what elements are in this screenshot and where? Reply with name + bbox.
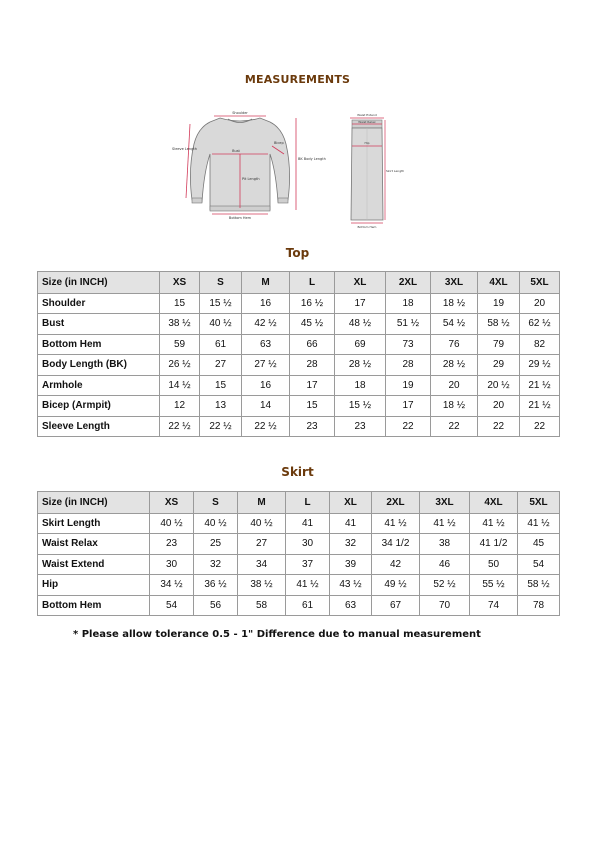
measurement-value: 15 <box>160 293 200 314</box>
measurement-value: 54 <box>150 595 194 616</box>
measurement-value: 19 <box>386 375 431 396</box>
measurement-value: 61 <box>200 334 242 355</box>
measurement-value: 66 <box>290 334 335 355</box>
top-header-row <box>38 272 560 294</box>
measurement-value: 15 <box>200 375 242 396</box>
measurement-value: 42 ½ <box>242 314 290 335</box>
measurement-value: 41 <box>330 513 372 534</box>
size-2xl-header: 2XL <box>372 492 420 514</box>
measurement-label: Armhole <box>38 375 160 396</box>
measurement-value: 17 <box>335 293 386 314</box>
measurement-value: 25 <box>194 534 238 555</box>
measurement-value: 40 ½ <box>200 314 242 335</box>
measurement-value: 29 <box>478 355 520 376</box>
measurement-value: 27 <box>200 355 242 376</box>
measurement-value: 41 ½ <box>286 575 330 596</box>
measurement-value: 28 ½ <box>431 355 478 376</box>
measurement-value: 29 ½ <box>520 355 560 376</box>
size-header-cell: Size (in INCH) <box>38 272 160 294</box>
measurement-value: 52 ½ <box>420 575 470 596</box>
measurement-value: 14 ½ <box>160 375 200 396</box>
measurement-value: 13 <box>200 396 242 417</box>
measurement-value: 28 <box>386 355 431 376</box>
skirt-section-title: Skirt <box>281 465 314 479</box>
measurement-value: 22 ½ <box>160 416 200 437</box>
size-header-cell: Size (in INCH) <box>38 492 150 514</box>
measurement-value: 30 <box>286 534 330 555</box>
measurement-value: 26 ½ <box>160 355 200 376</box>
measurement-value: 59 <box>160 334 200 355</box>
label-pit-length: Pit Length <box>242 177 260 181</box>
measurement-value: 51 ½ <box>386 314 431 335</box>
label-sleeve-length: Sleeve Length <box>172 147 197 151</box>
measurement-value: 22 <box>431 416 478 437</box>
table-row <box>38 293 560 314</box>
measurement-value: 21 ½ <box>520 396 560 417</box>
measurement-value: 78 <box>518 595 560 616</box>
measurement-label: Bottom Hem <box>38 334 160 355</box>
top-garment-illustration <box>170 110 326 220</box>
measurement-value: 38 <box>420 534 470 555</box>
table-row <box>38 416 560 437</box>
page-title: MEASUREMENTS <box>244 73 351 86</box>
size-2xl-header: 2XL <box>386 272 431 294</box>
measurement-value: 48 ½ <box>335 314 386 335</box>
measurement-value: 41 1/2 <box>470 534 518 555</box>
table-row <box>38 314 560 335</box>
size-xl-header: XL <box>335 272 386 294</box>
measurement-value: 36 ½ <box>194 575 238 596</box>
size-5xl-header: 5XL <box>518 492 560 514</box>
measurement-value: 20 <box>431 375 478 396</box>
measurement-value: 23 <box>150 534 194 555</box>
measurement-label: Waist Relax <box>38 534 150 555</box>
size-m-header: M <box>238 492 286 514</box>
size-3xl-header: 3XL <box>420 492 470 514</box>
measurement-value: 28 <box>290 355 335 376</box>
measurement-value: 63 <box>330 595 372 616</box>
measurement-label: Skirt Length <box>38 513 150 534</box>
measurement-label: Waist Extend <box>38 554 150 575</box>
measurement-value: 22 ½ <box>242 416 290 437</box>
measurement-value: 41 ½ <box>470 513 518 534</box>
measurement-value: 58 ½ <box>478 314 520 335</box>
measurement-value: 54 ½ <box>431 314 478 335</box>
size-s-header: S <box>200 272 242 294</box>
measurement-value: 41 ½ <box>372 513 420 534</box>
label-skirt-bottom-hem: Bottom Hem <box>357 225 377 229</box>
measurement-value: 38 ½ <box>238 575 286 596</box>
label-waist-extend: Waist Extend <box>357 113 377 117</box>
measurement-value: 45 <box>518 534 560 555</box>
size-m-header: M <box>242 272 290 294</box>
measurement-value: 34 1/2 <box>372 534 420 555</box>
measurement-value: 23 <box>335 416 386 437</box>
measurement-value: 79 <box>478 334 520 355</box>
measurement-value: 67 <box>372 595 420 616</box>
measurement-value: 54 <box>518 554 560 575</box>
size-l-header: L <box>286 492 330 514</box>
measurement-value: 32 <box>330 534 372 555</box>
measurement-value: 73 <box>386 334 431 355</box>
measurement-value: 27 <box>238 534 286 555</box>
measurement-value: 41 ½ <box>518 513 560 534</box>
measurement-value: 21 ½ <box>520 375 560 396</box>
table-row <box>38 334 560 355</box>
measurement-value: 16 ½ <box>290 293 335 314</box>
measurement-value: 61 <box>286 595 330 616</box>
label-hip: Hip <box>364 141 370 145</box>
measurement-value: 18 <box>335 375 386 396</box>
skirt-garment-illustration <box>338 112 405 232</box>
label-bottom-hem: Bottom Hem <box>228 216 252 220</box>
measurement-value: 39 <box>330 554 372 575</box>
size-xl-header: XL <box>330 492 372 514</box>
measurement-value: 15 ½ <box>200 293 242 314</box>
measurement-value: 82 <box>520 334 560 355</box>
measurement-value: 19 <box>478 293 520 314</box>
measurement-value: 18 ½ <box>431 396 478 417</box>
table-row <box>38 513 560 534</box>
measurement-value: 69 <box>335 334 386 355</box>
measurement-value: 49 ½ <box>372 575 420 596</box>
label-body-length: BK Body Length <box>298 157 326 161</box>
measurement-value: 58 ½ <box>518 575 560 596</box>
measurement-value: 16 <box>242 375 290 396</box>
size-5xl-header: 5XL <box>520 272 560 294</box>
top-section-title: Top <box>285 246 310 260</box>
measurement-value: 28 ½ <box>335 355 386 376</box>
measurement-value: 30 <box>150 554 194 575</box>
measurement-value: 15 <box>290 396 335 417</box>
label-bust: Bust <box>232 149 240 153</box>
measurement-value: 43 ½ <box>330 575 372 596</box>
size-4xl-header: 4XL <box>470 492 518 514</box>
measurement-value: 37 <box>286 554 330 575</box>
table-row <box>38 375 560 396</box>
measurement-value: 18 ½ <box>431 293 478 314</box>
measurement-value: 22 <box>386 416 431 437</box>
measurement-value: 63 <box>242 334 290 355</box>
measurement-label: Hip <box>38 575 150 596</box>
measurement-value: 45 ½ <box>290 314 335 335</box>
measurement-value: 12 <box>160 396 200 417</box>
table-row <box>38 575 560 596</box>
measurement-value: 22 <box>520 416 560 437</box>
measurement-value: 34 ½ <box>150 575 194 596</box>
measurement-value: 14 <box>242 396 290 417</box>
measurement-value: 40 ½ <box>194 513 238 534</box>
size-l-header: L <box>290 272 335 294</box>
label-bicep: Bicep <box>274 141 284 145</box>
size-3xl-header: 3XL <box>431 272 478 294</box>
measurement-value: 74 <box>470 595 518 616</box>
table-row <box>38 534 560 555</box>
measurement-value: 22 <box>478 416 520 437</box>
measurement-value: 41 <box>286 513 330 534</box>
tolerance-note: * Please allow tolerance 0.5 - 1" Difference due to manual measurement <box>73 629 481 640</box>
measurement-value: 22 ½ <box>200 416 242 437</box>
measurement-value: 58 <box>238 595 286 616</box>
measurement-label: Bust <box>38 314 160 335</box>
label-shoulder: Shoulder <box>232 111 248 115</box>
measurement-label: Sleeve Length <box>38 416 160 437</box>
measurement-value: 15 ½ <box>335 396 386 417</box>
measurement-value: 55 ½ <box>470 575 518 596</box>
measurement-value: 23 <box>290 416 335 437</box>
table-row <box>38 554 560 575</box>
measurement-value: 76 <box>431 334 478 355</box>
measurement-value: 27 ½ <box>242 355 290 376</box>
measurement-value: 62 ½ <box>520 314 560 335</box>
measurement-value: 34 <box>238 554 286 575</box>
measurement-value: 32 <box>194 554 238 575</box>
measurement-label: Bicep (Armpit) <box>38 396 160 417</box>
measurement-label: Bottom Hem <box>38 595 150 616</box>
measurement-value: 17 <box>386 396 431 417</box>
skirt-header-row <box>38 492 560 514</box>
measurement-value: 70 <box>420 595 470 616</box>
label-waist-relax: Waist Relax <box>358 120 376 124</box>
measurement-value: 41 ½ <box>420 513 470 534</box>
label-skirt-length: Skirt Length <box>386 169 405 173</box>
measurement-value: 38 ½ <box>160 314 200 335</box>
size-xs-header: XS <box>150 492 194 514</box>
skirt-size-table <box>37 491 560 616</box>
measurement-value: 17 <box>290 375 335 396</box>
measurement-value: 20 <box>520 293 560 314</box>
size-s-header: S <box>194 492 238 514</box>
top-size-table <box>37 271 560 437</box>
measurement-value: 40 ½ <box>150 513 194 534</box>
measurement-value: 46 <box>420 554 470 575</box>
table-row <box>38 595 560 616</box>
table-row <box>38 396 560 417</box>
measurement-value: 56 <box>194 595 238 616</box>
measurement-value: 40 ½ <box>238 513 286 534</box>
measurement-value: 50 <box>470 554 518 575</box>
measurement-label: Body Length (BK) <box>38 355 160 376</box>
table-row <box>38 355 560 376</box>
measurement-label: Shoulder <box>38 293 160 314</box>
measurement-value: 18 <box>386 293 431 314</box>
size-4xl-header: 4XL <box>478 272 520 294</box>
measurement-value: 42 <box>372 554 420 575</box>
measurement-value: 20 <box>478 396 520 417</box>
measurement-value: 20 ½ <box>478 375 520 396</box>
size-xs-header: XS <box>160 272 200 294</box>
measurement-value: 16 <box>242 293 290 314</box>
